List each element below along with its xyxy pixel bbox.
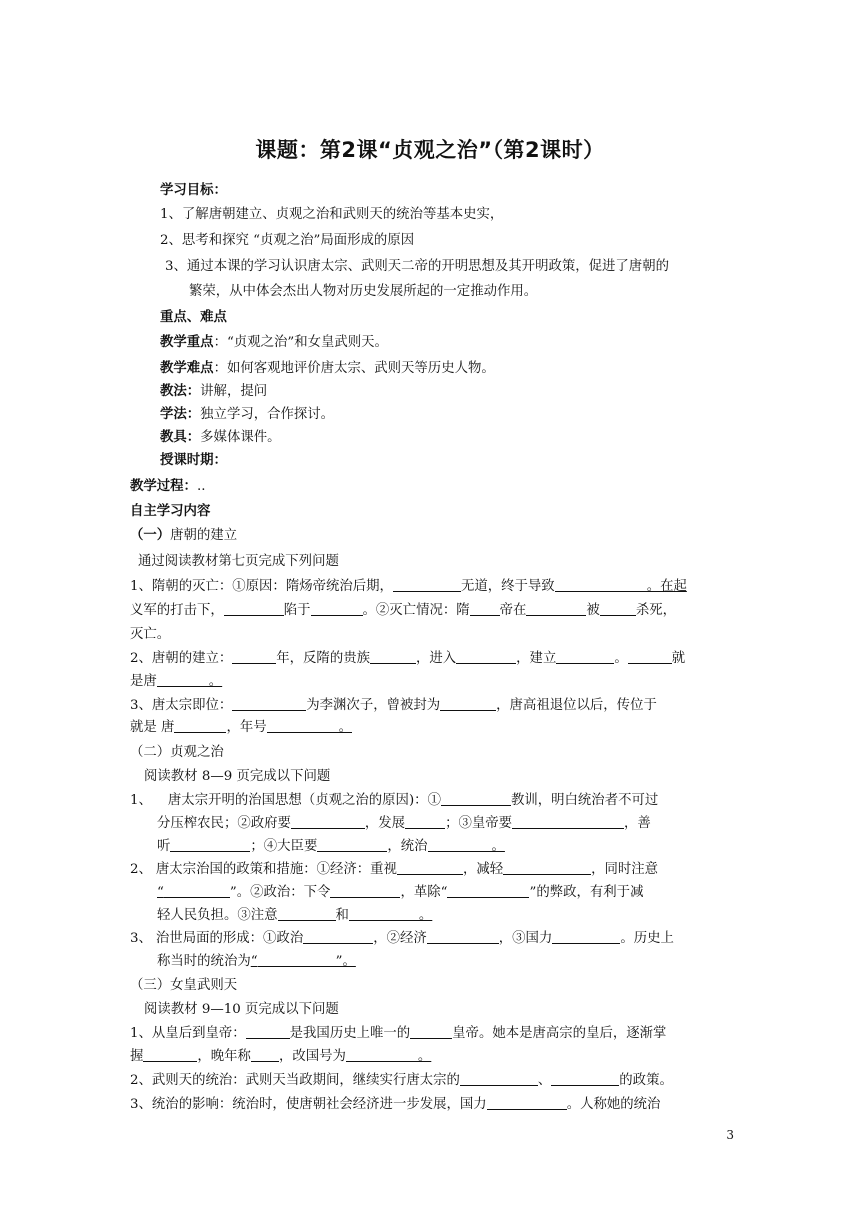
- s2-q3-line1: 3、 治世局面的形成：①政治 ，②经济 ，③国力 。历史上: [130, 931, 674, 946]
- s2-q3-line2: 称当时的统治为“ ”。: [157, 954, 356, 969]
- section-1-intro: 通过阅读教材第七页完成下列问题: [138, 554, 339, 569]
- blank[interactable]: [232, 697, 306, 711]
- blank[interactable]: [440, 697, 496, 711]
- blank[interactable]: [551, 1072, 619, 1086]
- s1-q1-line2: 义军的打击下， 陷于 。②灭亡情况：隋 帝在 被 杀死，: [130, 603, 676, 618]
- s1-q1-line1: 1、隋朝的灭亡：①原因：隋炀帝统治后期， 无道，终于导致 。在起: [130, 579, 687, 594]
- diff-text: ：如何客观地评价唐太宗、武则天等历史人物。: [213, 361, 495, 376]
- s1-q2-line1: 2、唐朝的建立： 年，反隋的贵族 ，进入 ，建立 。 就: [130, 651, 686, 666]
- page-number: 3: [726, 1128, 734, 1142]
- blank[interactable]: [460, 1072, 538, 1086]
- blank[interactable]: [232, 650, 276, 664]
- diff-label: 教学难点: [160, 361, 214, 376]
- blank[interactable]: [526, 602, 586, 616]
- blank[interactable]: [512, 815, 624, 829]
- section-1-heading: [130, 527, 237, 545]
- s2-q2-line3: 轻人民负担。③注意 和 。: [157, 908, 433, 923]
- method-label: 教法：: [160, 384, 201, 399]
- objective-3-line1: 3、通过本课的学习认识唐太宗、武则天二帝的开明思想及其开明政策，促进了唐朝的: [165, 259, 669, 274]
- s2-q2-line2: “ ”。②政治：下令 ，革除“ ”的弊政，有利于减: [157, 885, 644, 900]
- blank[interactable]: [317, 838, 387, 852]
- blank[interactable]: [487, 1096, 567, 1110]
- blank[interactable]: [456, 650, 516, 664]
- blank[interactable]: [224, 602, 284, 616]
- blank[interactable]: [174, 719, 226, 733]
- blank[interactable]: [164, 884, 230, 898]
- blank[interactable]: [258, 953, 336, 967]
- tool-text: 多媒体课件。: [200, 430, 281, 445]
- s2-q1-line1: 1、 唐太宗开明的治国思想（贞观之治的原因)：① 教训，明白统治者不可过: [130, 793, 659, 808]
- section-1-number: （一）: [130, 528, 171, 543]
- section-2-heading: （二）贞观之治: [130, 745, 224, 760]
- s3-q1-line1: 1、从皇后到皇帝： 是我国历史上唯一的 皇帝。她本是唐高宗的皇后，逐渐掌: [130, 1026, 667, 1041]
- s1-q1-line3: 灭亡。: [130, 627, 171, 642]
- objective-3-line2: 繁荣，从中体会杰出人物对历史发展所起的一定推动作用。: [189, 284, 538, 299]
- key-heading: 重点、难点: [160, 310, 227, 325]
- blank[interactable]: [427, 930, 499, 944]
- blank[interactable]: [157, 673, 209, 687]
- blank[interactable]: [393, 578, 461, 592]
- blank[interactable]: [349, 907, 419, 921]
- s3-q1-line2: 握 ，晚年称 ，改国号为 。: [130, 1049, 432, 1064]
- teaching-tools: [160, 429, 281, 447]
- s3-q2-line: 2、武则天的统治：武则天当政期间，继续实行唐太宗的 、 的政策。: [130, 1073, 673, 1088]
- blank[interactable]: [143, 1048, 197, 1062]
- blank[interactable]: [447, 884, 529, 898]
- s1-q3-line1: 3、唐太宗即位： 为李渊次子，曾被封为 ，唐高祖退位以后，传位于: [130, 698, 657, 713]
- blank[interactable]: [552, 930, 620, 944]
- blank[interactable]: [311, 602, 363, 616]
- process-text: ..: [196, 479, 206, 494]
- section-3-heading: （三）女皇武则天: [130, 978, 238, 993]
- blank[interactable]: [370, 650, 416, 664]
- blank[interactable]: [267, 719, 339, 733]
- learning-method: [160, 406, 334, 424]
- blank[interactable]: [405, 815, 445, 829]
- difficult-points: [160, 360, 495, 378]
- process-label: 教学过程：: [130, 479, 197, 494]
- blank[interactable]: [555, 578, 647, 592]
- section-3-intro: 阅读教材 9—10 页完成以下问题: [144, 1002, 339, 1017]
- learn-label: 学法：: [160, 407, 201, 422]
- key-text: ：“贞观之治”和女皇武则天。: [213, 335, 388, 350]
- key-points: [160, 334, 388, 352]
- teaching-method: [160, 383, 267, 401]
- blank[interactable]: [278, 907, 336, 921]
- s2-q1-line3: 听 ；④大臣要 ，统治 。: [157, 839, 505, 854]
- section-1-title: 唐朝的建立: [170, 528, 238, 543]
- key-label: 教学重点: [160, 335, 214, 350]
- method-text: 讲解，提问: [200, 384, 268, 399]
- section-2-intro: 阅读教材 8—9 页完成以下问题: [144, 769, 331, 784]
- blank[interactable]: [170, 838, 250, 852]
- self-study-heading: 自主学习内容: [130, 504, 211, 519]
- s1-q3-line2: 就是 唐 ，年号 。: [130, 720, 352, 735]
- blank[interactable]: [410, 1025, 452, 1039]
- blank[interactable]: [346, 1048, 418, 1062]
- learn-text: 独立学习，合作探讨。: [200, 407, 335, 422]
- s3-q3-line: 3、统治的影响：统治时，使唐朝社会经济进一步发展，国力 。人称她的统治: [130, 1097, 661, 1112]
- blank[interactable]: [291, 815, 365, 829]
- objective-2: 2、思考和探究 “贞观之治”局面形成的原因: [160, 233, 415, 248]
- date-label: 授课时期：: [160, 453, 227, 468]
- blank[interactable]: [628, 650, 672, 664]
- blank[interactable]: [251, 1048, 279, 1062]
- blank[interactable]: [246, 1025, 290, 1039]
- s2-q2-line1: 2、 唐太宗治国的政策和措施：①经济：重视 ，减轻 ，同时注意: [130, 862, 659, 877]
- blank[interactable]: [470, 602, 500, 616]
- blank[interactable]: [600, 602, 636, 616]
- blank[interactable]: [397, 861, 463, 875]
- blank[interactable]: [428, 838, 492, 852]
- objective-1: 1、了解唐朝建立、贞观之治和武则天的统治等基本史实，: [160, 207, 504, 222]
- process-line: [130, 478, 205, 496]
- s2-q1-line2: 分压榨农民；②政府要 ，发展 ；③皇帝要 ，善: [157, 816, 651, 831]
- blank[interactable]: [441, 792, 511, 806]
- blank[interactable]: [556, 650, 614, 664]
- tool-label: 教具：: [160, 430, 201, 445]
- page-title: 课题：第2课“贞观之治”（第2课时）: [255, 138, 605, 162]
- blank[interactable]: [503, 861, 591, 875]
- blank[interactable]: [303, 930, 373, 944]
- s1-q2-line2: 是唐 。: [130, 674, 223, 689]
- objectives-heading: 学习目标：: [160, 183, 227, 198]
- blank[interactable]: [330, 884, 400, 898]
